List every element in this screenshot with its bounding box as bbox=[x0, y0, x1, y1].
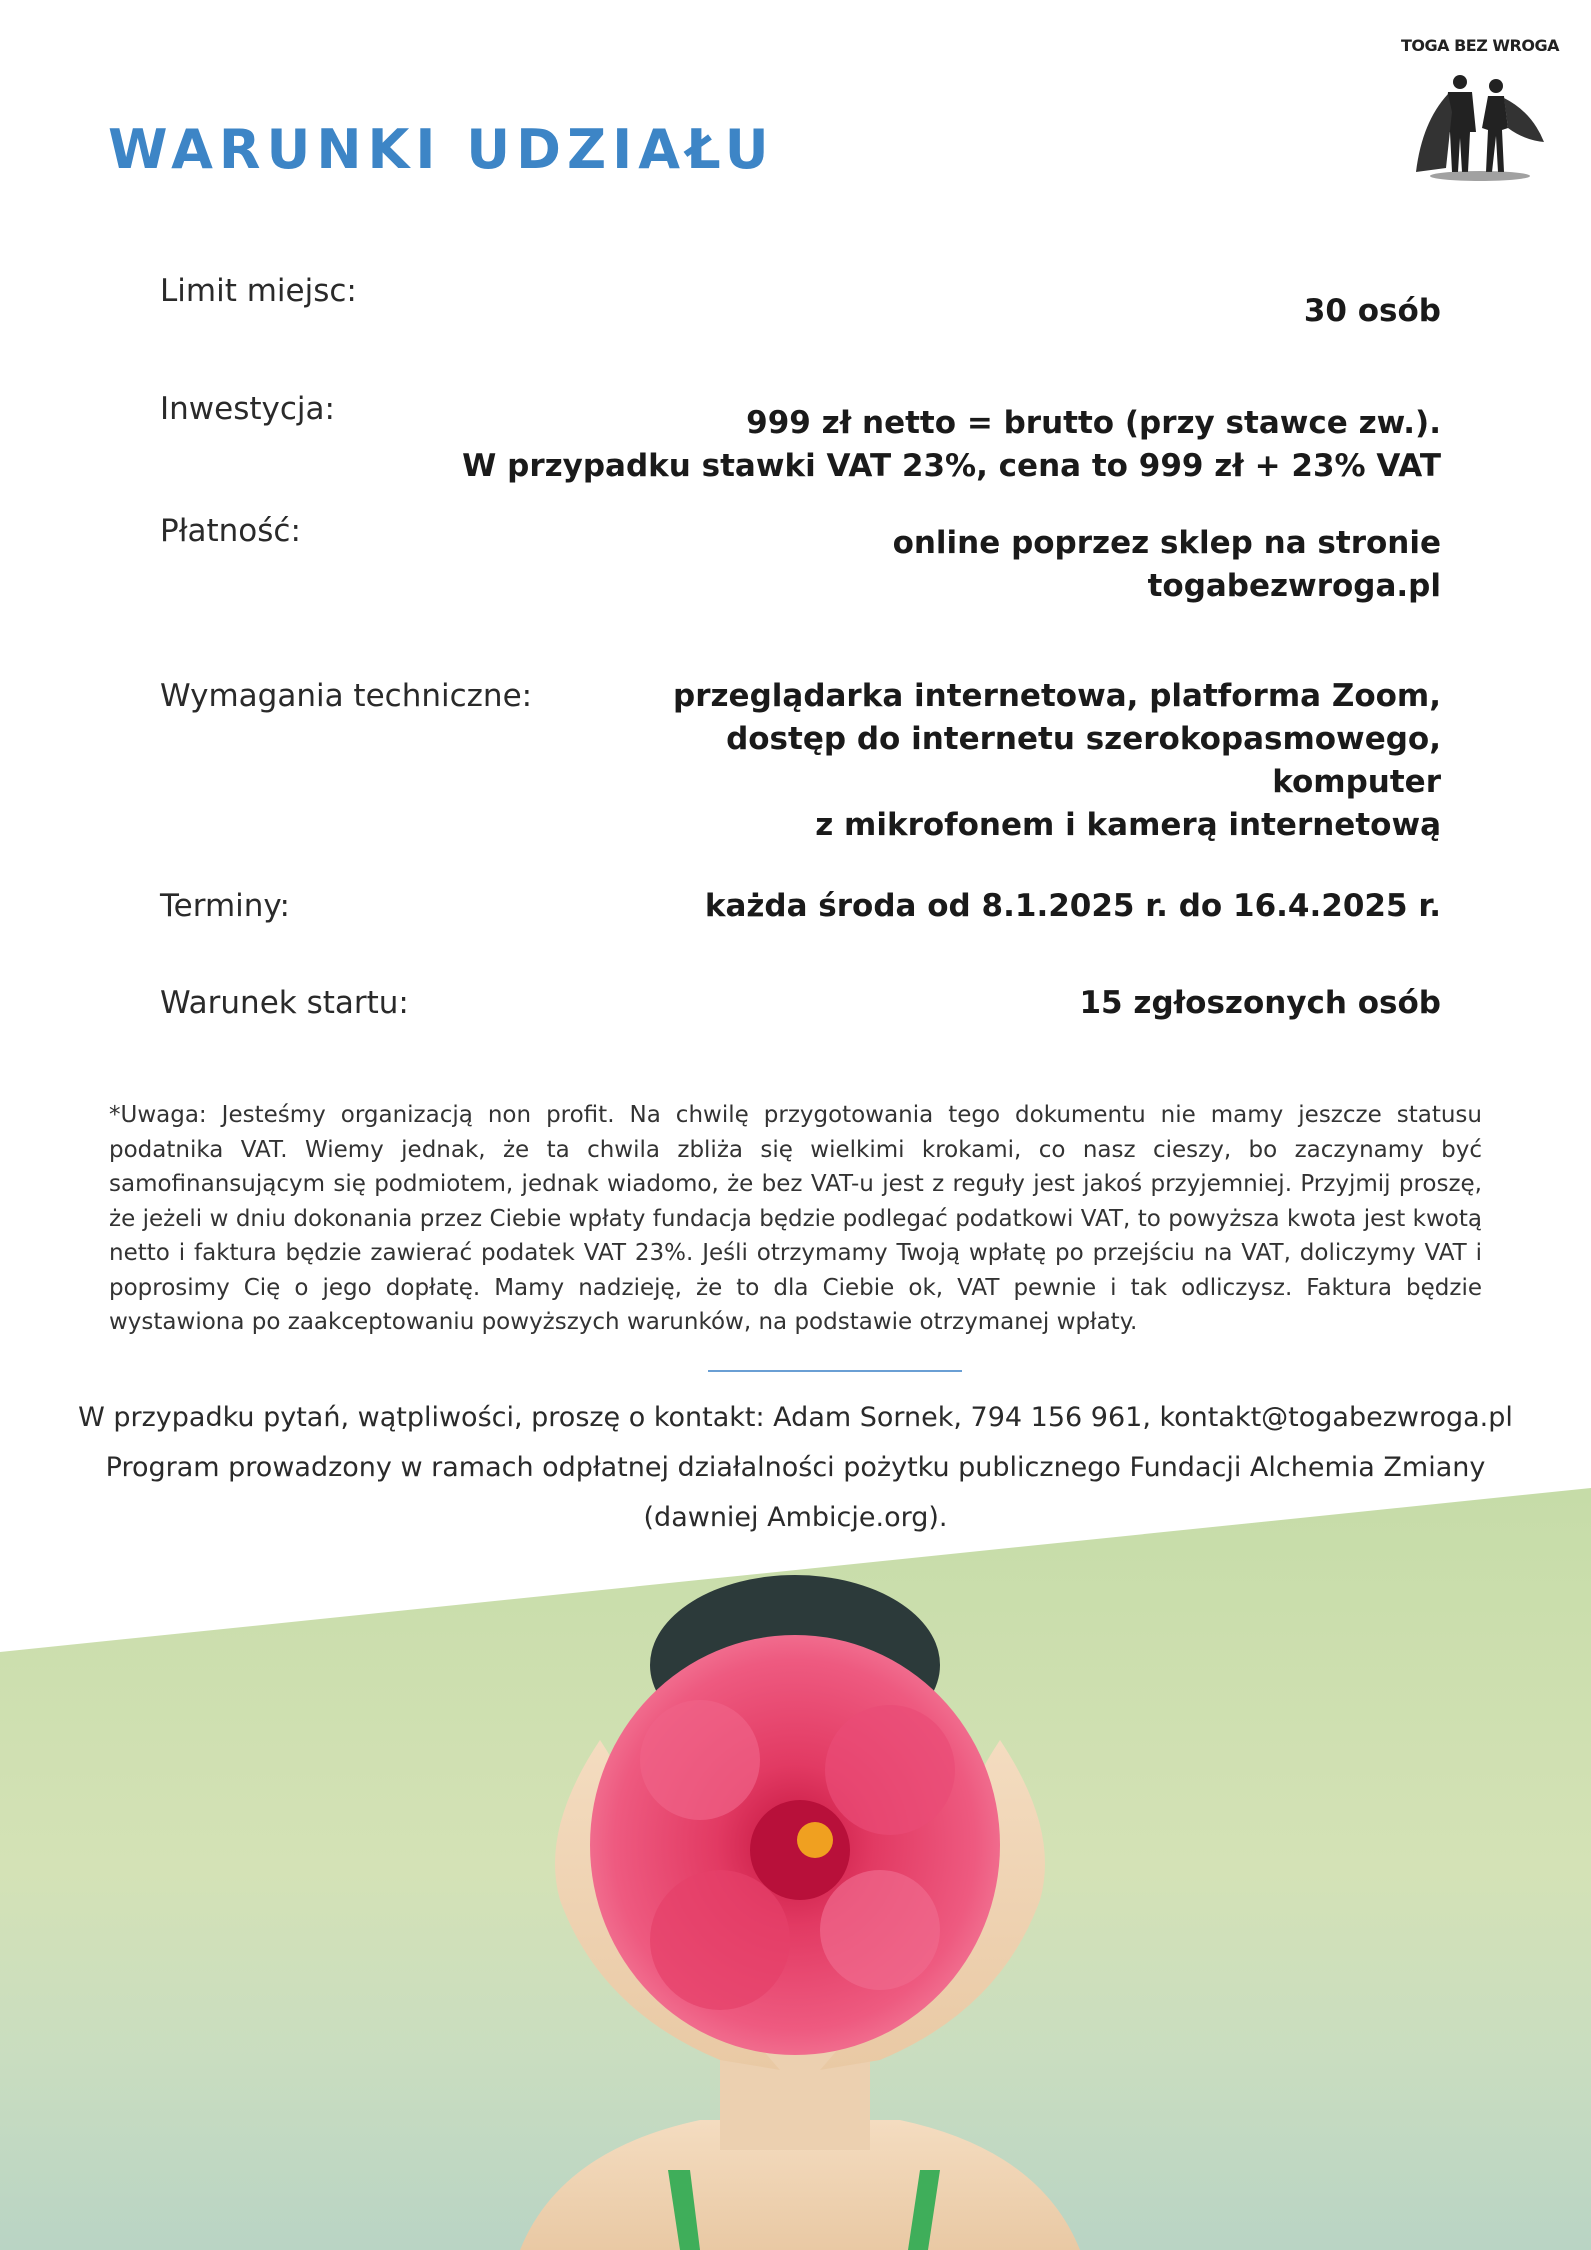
condition-value: online poprzez sklep na stronie togabezwroga.pl bbox=[892, 525, 1441, 604]
page-title: WARUNKI UDZIAŁU bbox=[108, 118, 775, 181]
contact-line: W przypadku pytań, wątpliwości, proszę o kontakt: Adam Sornek, 794 156 961, kontakt@togabezwroga.pl bbox=[78, 1402, 1513, 1433]
condition-label: Inwestycja: bbox=[160, 391, 335, 427]
condition-label: Terminy: bbox=[160, 888, 290, 924]
condition-label: Płatność: bbox=[160, 513, 301, 549]
condition-label: Wymagania techniczne: bbox=[160, 678, 533, 714]
divider bbox=[708, 1370, 962, 1372]
program-line: Program prowadzony w ramach odpłatnej działalności pożytku publicznego Fundacji Alchemia Zmiany bbox=[105, 1452, 1486, 1483]
condition-label: Limit miejsc: bbox=[160, 273, 357, 309]
former-name-line: (dawniej Ambicje.org). bbox=[643, 1502, 948, 1533]
condition-value: przeglądarka internetowa, platforma Zoom, dostęp do internetu szerokopasmowego, komputer z mikrofonem i kamerą internetową bbox=[673, 678, 1441, 843]
vat-note: *Uwaga: Jesteśmy organizacją non profit. Na chwilę przygotowania tego dokumentu nie mamy jeszcze statusu podatnika VAT. Wiemy jednak, że ta chwila zbliża się wielkimi krokami, co nasz cieszy, bo zaczynamy być samofinansującym się podmiotem, jednak wiadomo, że bez VAT-u jest z reguły jest jakoś przyjemniej. Przyjmij proszę, że jeżeli w dniu dokonania przez Ciebie wpłaty fundacja będzie podlegać podatkowi VAT, to powyższa kwota jest kwotą netto i faktura będzie zawierać podatek VAT 23%. Jeśli otrzymamy Twoją wpłatę po przejściu na VAT, doliczymy VAT i poprosimy Cię o jego dopłatę. Mamy nadzieję, że to dla Ciebie ok, VAT pewnie i tak odliczysz. Faktura będzie wystawiona po zaakceptowaniu powyższych warunków, na podstawie otrzymanej wpłaty. bbox=[109, 1102, 1482, 1335]
condition-value: 30 osób bbox=[1303, 293, 1441, 329]
toga-bez-wroga-logo bbox=[1400, 36, 1560, 186]
condition-label: Warunek startu: bbox=[160, 985, 409, 1021]
condition-value: 15 zgłoszonych osób bbox=[1079, 985, 1441, 1021]
logo-text: TOGA BEZ WROGA bbox=[1401, 36, 1559, 55]
lawyers-silhouette-icon bbox=[1412, 72, 1548, 182]
contact-block bbox=[60, 1393, 1531, 1543]
condition-value: 999 zł netto = brutto (przy stawce zw.). W przypadku stawki VAT 23%, cena to 999 zł + 23% VAT bbox=[462, 405, 1441, 484]
condition-value: każda środa od 8.1.2025 r. do 16.4.2025 r. bbox=[704, 888, 1441, 924]
